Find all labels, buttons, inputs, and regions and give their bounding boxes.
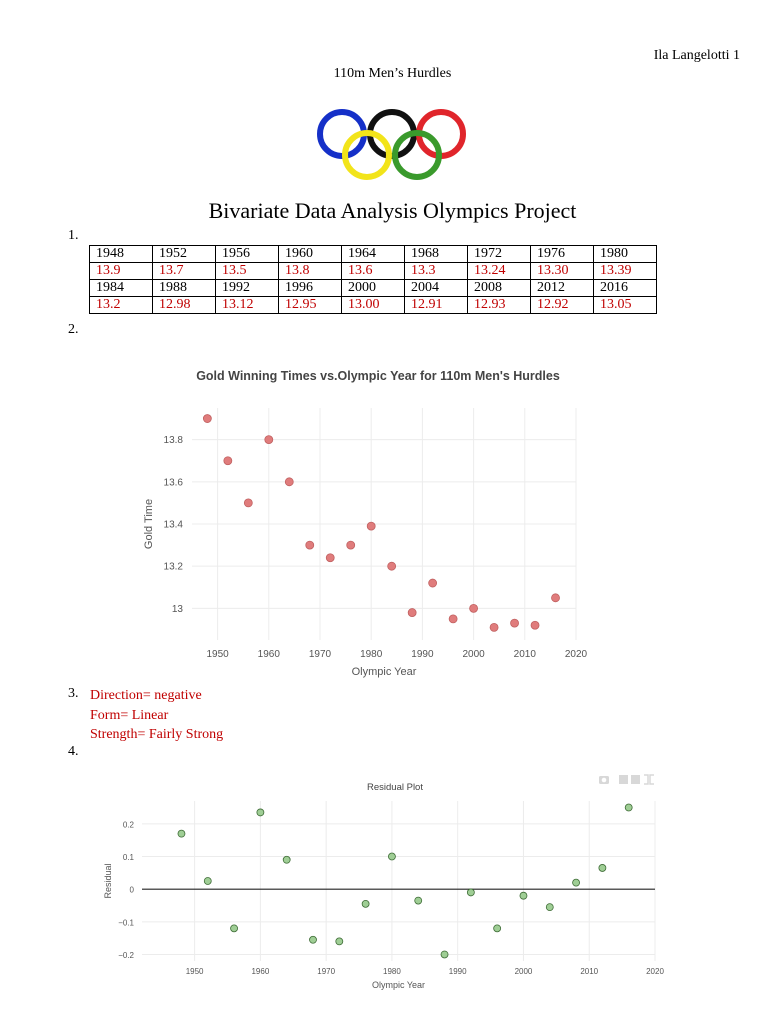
data-point [204,878,211,885]
table-row-years [90,280,657,297]
y-tick-label: 0.1 [122,853,134,863]
table-cell: 1988 [153,280,216,297]
data-point [283,856,290,863]
data-point [306,541,314,549]
table-cell: 13.30 [531,263,594,280]
table-cell: 1964 [342,246,405,263]
table-row-years [90,246,657,263]
y-tick-label: 13.4 [163,519,183,531]
data-point [408,609,416,617]
data-point [470,604,478,612]
x-tick-label: 1990 [448,967,467,976]
data-point [224,457,232,465]
y-tick-label: 13.6 [163,477,183,489]
table-cell: 13.5 [216,263,279,280]
table-row-times [90,263,657,280]
scatter-chart [130,360,600,685]
x-tick-label: 1960 [251,967,270,976]
data-point [362,900,369,907]
data-point [494,925,501,932]
y-tick-label: 13.2 [163,561,183,573]
data-point [178,830,185,837]
data-point [231,925,238,932]
y-tick-label: 13.8 [163,435,183,447]
answers-block [90,686,223,745]
x-tick-label: 2000 [462,649,485,660]
y-tick-label: 0.2 [122,820,134,830]
data-point [552,594,560,602]
table-cell: 1948 [90,246,153,263]
table-cell: 13.3 [405,263,468,280]
table-cell: 1976 [531,246,594,263]
data-point [546,904,553,911]
data-point [573,879,580,886]
y-axis-label: Residual [103,863,113,899]
table-cell: 13.9 [90,263,153,280]
x-tick-label: 1950 [185,967,204,976]
table-cell: 13.12 [216,297,279,314]
table-cell: 1952 [153,246,216,263]
answer-form: Form= Linear [90,707,169,723]
residual-chart [95,775,675,995]
data-point [520,892,527,899]
table-cell: 12.93 [468,297,531,314]
x-tick-label: 1950 [206,649,229,660]
data-point [531,621,539,629]
x-tick-label: 2000 [514,967,533,976]
y-tick-label: 13 [171,603,183,615]
answer-strength: Strength= Fairly Strong [90,727,224,742]
x-tick-label: 1980 [383,967,401,976]
data-point [257,809,264,816]
x-tick-label: 2010 [580,967,599,976]
table-row-times [90,297,657,314]
y-tick-label: −0.2 [118,950,134,960]
data-point [347,541,355,549]
table-cell: 2000 [342,280,405,297]
page-title: Bivariate Data Analysis Olympics Project [208,198,577,223]
table-cell: 1992 [216,280,279,297]
chart-title: Gold Winning Times vs.Olympic Year for 110m Men's Hurdles [196,369,560,383]
x-tick-label: 2010 [513,649,536,660]
table-cell: 13.2 [90,297,153,314]
table-cell: 12.95 [279,297,342,314]
x-tick-label: 2020 [646,967,664,976]
x-axis-label: Olympic Year [351,666,417,678]
question-number-4: 4. [68,744,79,759]
table-cell: 13.05 [594,297,657,314]
table-cell: 2012 [531,280,594,297]
olympic-rings-logo [305,100,480,188]
table-cell: 13.6 [342,263,405,280]
data-point [203,415,211,423]
y-tick-label: −0.1 [118,918,134,928]
table-cell: 1980 [594,246,657,263]
data-point [310,936,317,943]
x-tick-label: 2020 [564,649,588,660]
table-cell: 13.24 [468,263,531,280]
y-tick-label: 0 [129,885,134,895]
question-number-2: 2. [68,322,79,337]
data-point [429,579,437,587]
table-cell: 13.39 [594,263,657,280]
table-cell: 12.98 [153,297,216,314]
table-cell: 13.7 [153,263,216,280]
table-cell: 13.8 [279,263,342,280]
table-cell: 1996 [279,280,342,297]
data-point [388,562,396,570]
data-point [467,889,474,896]
x-tick-label: 1970 [308,649,332,660]
data-point [265,436,273,444]
data-point [336,938,343,945]
table-cell: 12.92 [531,297,594,314]
y-axis-label: Gold Time [143,498,155,550]
data-point [490,623,498,631]
table-cell: 1960 [279,246,342,263]
data-point [415,897,422,904]
table-cell: 1968 [405,246,468,263]
subtitle: 110m Men’s Hurdles [333,66,452,81]
table-cell: 2004 [405,280,468,297]
data-point [599,864,606,871]
x-tick-label: 1980 [360,649,383,660]
table-cell: 13.00 [342,297,405,314]
data-point [449,615,457,623]
table-cell: 1972 [468,246,531,263]
x-tick-label: 1990 [411,649,434,660]
author-page-header: Ila Langelotti 1 [653,48,740,63]
table-cell: 1984 [90,280,153,297]
table-cell: 2016 [594,280,657,297]
data-point [388,853,395,860]
data-table [89,245,657,314]
question-number-1: 1. [68,228,79,243]
table-cell: 12.91 [405,297,468,314]
answer-direction: Direction= negative [90,688,202,703]
data-point [244,499,252,507]
x-tick-label: 1960 [257,649,280,660]
x-axis-label: Olympic Year [371,980,426,990]
data-point [511,619,519,627]
table-cell: 1956 [216,246,279,263]
data-point [326,554,334,562]
data-point [625,804,632,811]
data-point [441,951,448,958]
question-number-3: 3. [68,686,79,701]
x-tick-label: 1970 [317,967,336,976]
data-point [367,522,375,530]
data-point [285,478,293,486]
table-cell: 2008 [468,280,531,297]
chart-title: Residual Plot [367,782,423,793]
